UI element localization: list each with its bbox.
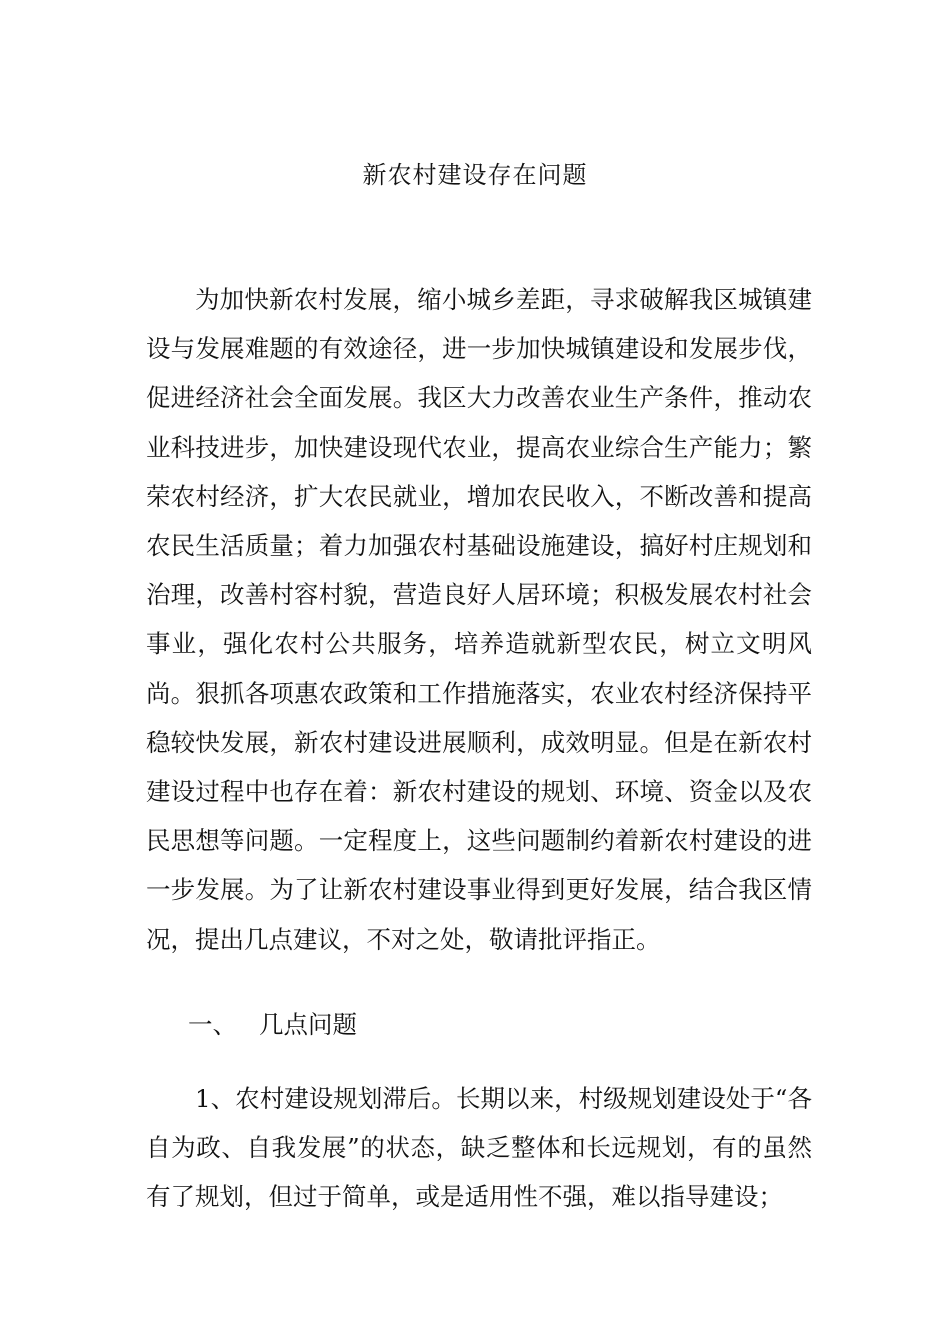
section-heading [188, 1000, 357, 1049]
section-number: 一、 [188, 1010, 237, 1039]
document-title: 新农村建设存在问题 [362, 161, 588, 189]
section-heading-text: 几点问题 [259, 1010, 357, 1039]
item-paragraph: 1、农村建设规划滞后。长期以来，村级规划建设处于“各自为政、自我发展”的状态，缺乏整体和长远规划，有的虽然有了规划，但过于简单，或是适用性不强，难以指导建设； [146, 1084, 812, 1212]
intro-paragraph: 为加快新农村发展，缩小城乡差距，寻求破解我区城镇建设与发展难题的有效途径，进一步加快城镇建设和发展步伐，促进经济社会全面发展。我区大力改善农业生产条件，推动农业科技进步，加快建设现代农业，提高农业综合生产能力；繁荣农村经济，扩大农民就业，增加农民收入，不断改善和提高农民生活质量；着力加强农村基础设施建设，搞好村庄规划和治理，改善村容村貌，营造良好人居环境；积极发展农村社会事业，强化农村公共服务，培养造就新型农民，树立文明风尚。狠抓各项惠农政策和工作措施落实，农业农村经济保持平稳较快发展，新农村建设进展顺利，成效明显。但是在新农村建设过程中也存在着：新农村建设的规划、环境、资金以及农民思想等问题。一定程度上，这些问题制约着新农村建设的进一步发展。为了让新农村建设事业得到更好发展，结合我区情况，提出几点建议，不对之处，敬请批评指正。 [146, 285, 812, 954]
